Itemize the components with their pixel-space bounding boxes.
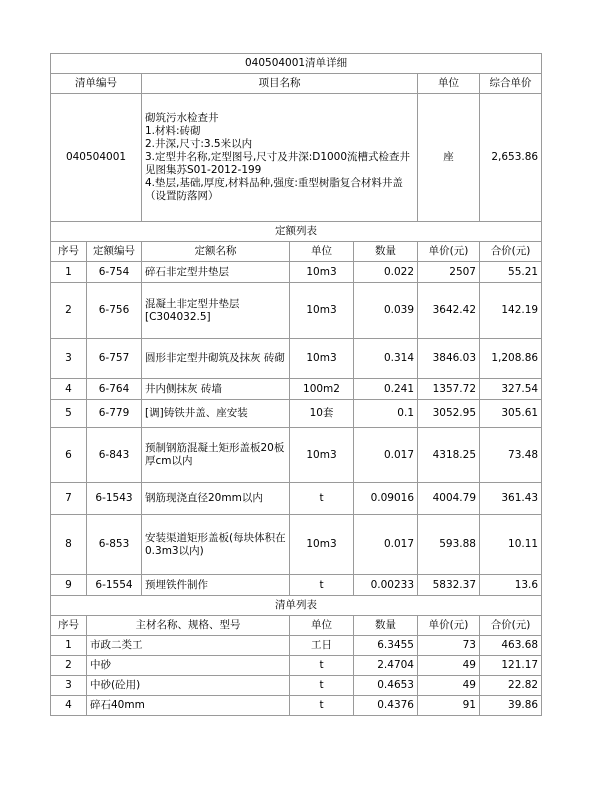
quota-code: 6-764 <box>87 379 142 400</box>
material-header-name: 主材名称、规格、型号 <box>87 616 290 636</box>
quota-price: 593.88 <box>418 515 480 575</box>
quota-unit: 10m3 <box>290 428 354 483</box>
material-row <box>51 676 542 696</box>
material-price: 49 <box>418 656 480 676</box>
material-total: 463.68 <box>480 636 542 656</box>
quota-no: 2 <box>51 283 87 339</box>
quota-price: 3642.42 <box>418 283 480 339</box>
quota-no: 4 <box>51 379 87 400</box>
material-qty: 0.4376 <box>354 696 418 716</box>
quota-code: 6-853 <box>87 515 142 575</box>
header-composite-price: 综合单价 <box>480 74 542 94</box>
quota-qty: 0.09016 <box>354 483 418 515</box>
material-header-total: 合价(元) <box>480 616 542 636</box>
quota-price: 3846.03 <box>418 339 480 379</box>
quota-no: 8 <box>51 515 87 575</box>
material-unit: t <box>290 656 354 676</box>
quota-no: 3 <box>51 339 87 379</box>
quota-qty: 0.1 <box>354 400 418 428</box>
quota-header-price: 单价(元) <box>418 242 480 262</box>
description-line: 2.井深,尺寸:3.5米以内 <box>145 138 253 150</box>
quota-code: 6-756 <box>87 283 142 339</box>
material-row <box>51 636 542 656</box>
quota-header-code: 定额编号 <box>87 242 142 262</box>
quota-row <box>51 379 542 400</box>
quota-code: 6-757 <box>87 339 142 379</box>
quota-name: 钢筋现浇直径20mm以内 <box>142 483 290 515</box>
quota-name: 井内侧抹灰 砖墙 <box>142 379 290 400</box>
material-price: 49 <box>418 676 480 696</box>
quota-name: 圆形非定型井砌筑及抹灰 砖砌 <box>142 339 290 379</box>
quota-code: 6-779 <box>87 400 142 428</box>
list-item-code: 040504001 <box>51 94 142 222</box>
description-line: 3.定型井名称,定型图号,尺寸及井深:D1000流槽式检查井见图集苏S01-2012-199 <box>145 151 411 176</box>
quota-total: 55.21 <box>480 262 542 283</box>
quota-header-qty: 数量 <box>354 242 418 262</box>
quota-unit: 10m3 <box>290 515 354 575</box>
list-item-price: 2,653.86 <box>480 94 542 222</box>
description-line: 1.材料:砖砌 <box>145 125 201 137</box>
quota-row <box>51 483 542 515</box>
quota-section-title: 定额列表 <box>51 222 542 242</box>
quota-price: 5832.37 <box>418 575 480 596</box>
quota-code: 6-1543 <box>87 483 142 515</box>
quota-code: 6-1554 <box>87 575 142 596</box>
list-item-unit: 座 <box>418 94 480 222</box>
quota-unit: 10m3 <box>290 262 354 283</box>
quota-total: 361.43 <box>480 483 542 515</box>
material-no: 2 <box>51 656 87 676</box>
material-no: 3 <box>51 676 87 696</box>
quota-unit: 10套 <box>290 400 354 428</box>
quota-total: 13.6 <box>480 575 542 596</box>
quota-unit: 100m2 <box>290 379 354 400</box>
quota-row <box>51 400 542 428</box>
material-unit: t <box>290 696 354 716</box>
quota-qty: 0.039 <box>354 283 418 339</box>
quota-price: 4318.25 <box>418 428 480 483</box>
quota-qty: 0.241 <box>354 379 418 400</box>
material-row <box>51 696 542 716</box>
material-name: 中砂(砼用) <box>87 676 290 696</box>
quota-unit: 10m3 <box>290 283 354 339</box>
quota-row <box>51 575 542 596</box>
material-name: 碎石40mm <box>87 696 290 716</box>
quota-qty: 0.017 <box>354 515 418 575</box>
material-header-no: 序号 <box>51 616 87 636</box>
quota-row <box>51 515 542 575</box>
material-qty: 2.4704 <box>354 656 418 676</box>
quota-no: 1 <box>51 262 87 283</box>
quota-unit: t <box>290 483 354 515</box>
material-price: 73 <box>418 636 480 656</box>
quota-total: 305.61 <box>480 400 542 428</box>
quota-total: 10.11 <box>480 515 542 575</box>
material-section-title: 清单列表 <box>51 596 542 616</box>
material-name: 市政二类工 <box>87 636 290 656</box>
header-list-code: 清单编号 <box>51 74 142 94</box>
quota-no: 7 <box>51 483 87 515</box>
header-unit: 单位 <box>418 74 480 94</box>
quota-code: 6-843 <box>87 428 142 483</box>
material-no: 4 <box>51 696 87 716</box>
material-header-unit: 单位 <box>290 616 354 636</box>
material-header-row <box>51 616 542 636</box>
quota-name: 预埋铁件制作 <box>142 575 290 596</box>
material-unit: 工日 <box>290 636 354 656</box>
bill-detail-table <box>50 53 542 716</box>
quota-qty: 0.022 <box>354 262 418 283</box>
material-header-qty: 数量 <box>354 616 418 636</box>
quota-name: 碎石非定型井垫层 <box>142 262 290 283</box>
quota-name: 安装渠道矩形盖板(每块体积在0.3m3以内) <box>142 515 290 575</box>
material-unit: t <box>290 676 354 696</box>
quota-name: [调]铸铁井盖、座安装 <box>142 400 290 428</box>
quota-price: 4004.79 <box>418 483 480 515</box>
quota-price: 2507 <box>418 262 480 283</box>
material-total: 39.86 <box>480 696 542 716</box>
quota-row <box>51 283 542 339</box>
quota-total: 142.19 <box>480 283 542 339</box>
quota-no: 9 <box>51 575 87 596</box>
quota-qty: 0.00233 <box>354 575 418 596</box>
quota-code: 6-754 <box>87 262 142 283</box>
quota-total: 327.54 <box>480 379 542 400</box>
material-no: 1 <box>51 636 87 656</box>
description-line: 砌筑污水检查井 <box>145 112 219 124</box>
quota-total: 73.48 <box>480 428 542 483</box>
quota-row <box>51 428 542 483</box>
quota-header-row <box>51 242 542 262</box>
quota-name: 预制钢筋混凝土矩形盖板20板厚cm以内 <box>142 428 290 483</box>
quota-name: 混凝土非定型井垫层[C304032.5] <box>142 283 290 339</box>
quota-header-name: 定额名称 <box>142 242 290 262</box>
quota-price: 3052.95 <box>418 400 480 428</box>
header-item-name: 项目名称 <box>142 74 418 94</box>
list-item-description <box>142 94 418 222</box>
quota-row <box>51 339 542 379</box>
material-name: 中砂 <box>87 656 290 676</box>
quota-header-unit: 单位 <box>290 242 354 262</box>
material-header-price: 单价(元) <box>418 616 480 636</box>
material-qty: 0.4653 <box>354 676 418 696</box>
quota-qty: 0.017 <box>354 428 418 483</box>
quota-unit: t <box>290 575 354 596</box>
quota-qty: 0.314 <box>354 339 418 379</box>
material-row <box>51 656 542 676</box>
list-item-row <box>51 94 542 222</box>
material-qty: 6.3455 <box>354 636 418 656</box>
table-title: 040504001清单详细 <box>51 54 542 74</box>
quota-unit: 10m3 <box>290 339 354 379</box>
quota-total: 1,208.86 <box>480 339 542 379</box>
quota-no: 6 <box>51 428 87 483</box>
quota-header-no: 序号 <box>51 242 87 262</box>
list-header-row <box>51 74 542 94</box>
material-price: 91 <box>418 696 480 716</box>
quota-price: 1357.72 <box>418 379 480 400</box>
material-total: 121.17 <box>480 656 542 676</box>
material-total: 22.82 <box>480 676 542 696</box>
description-line: 4.垫层,基础,厚度,材料品种,强度:重型树脂复合材料井盖（设置防落网） <box>145 177 403 202</box>
quota-no: 5 <box>51 400 87 428</box>
quota-header-total: 合价(元) <box>480 242 542 262</box>
quota-row <box>51 262 542 283</box>
